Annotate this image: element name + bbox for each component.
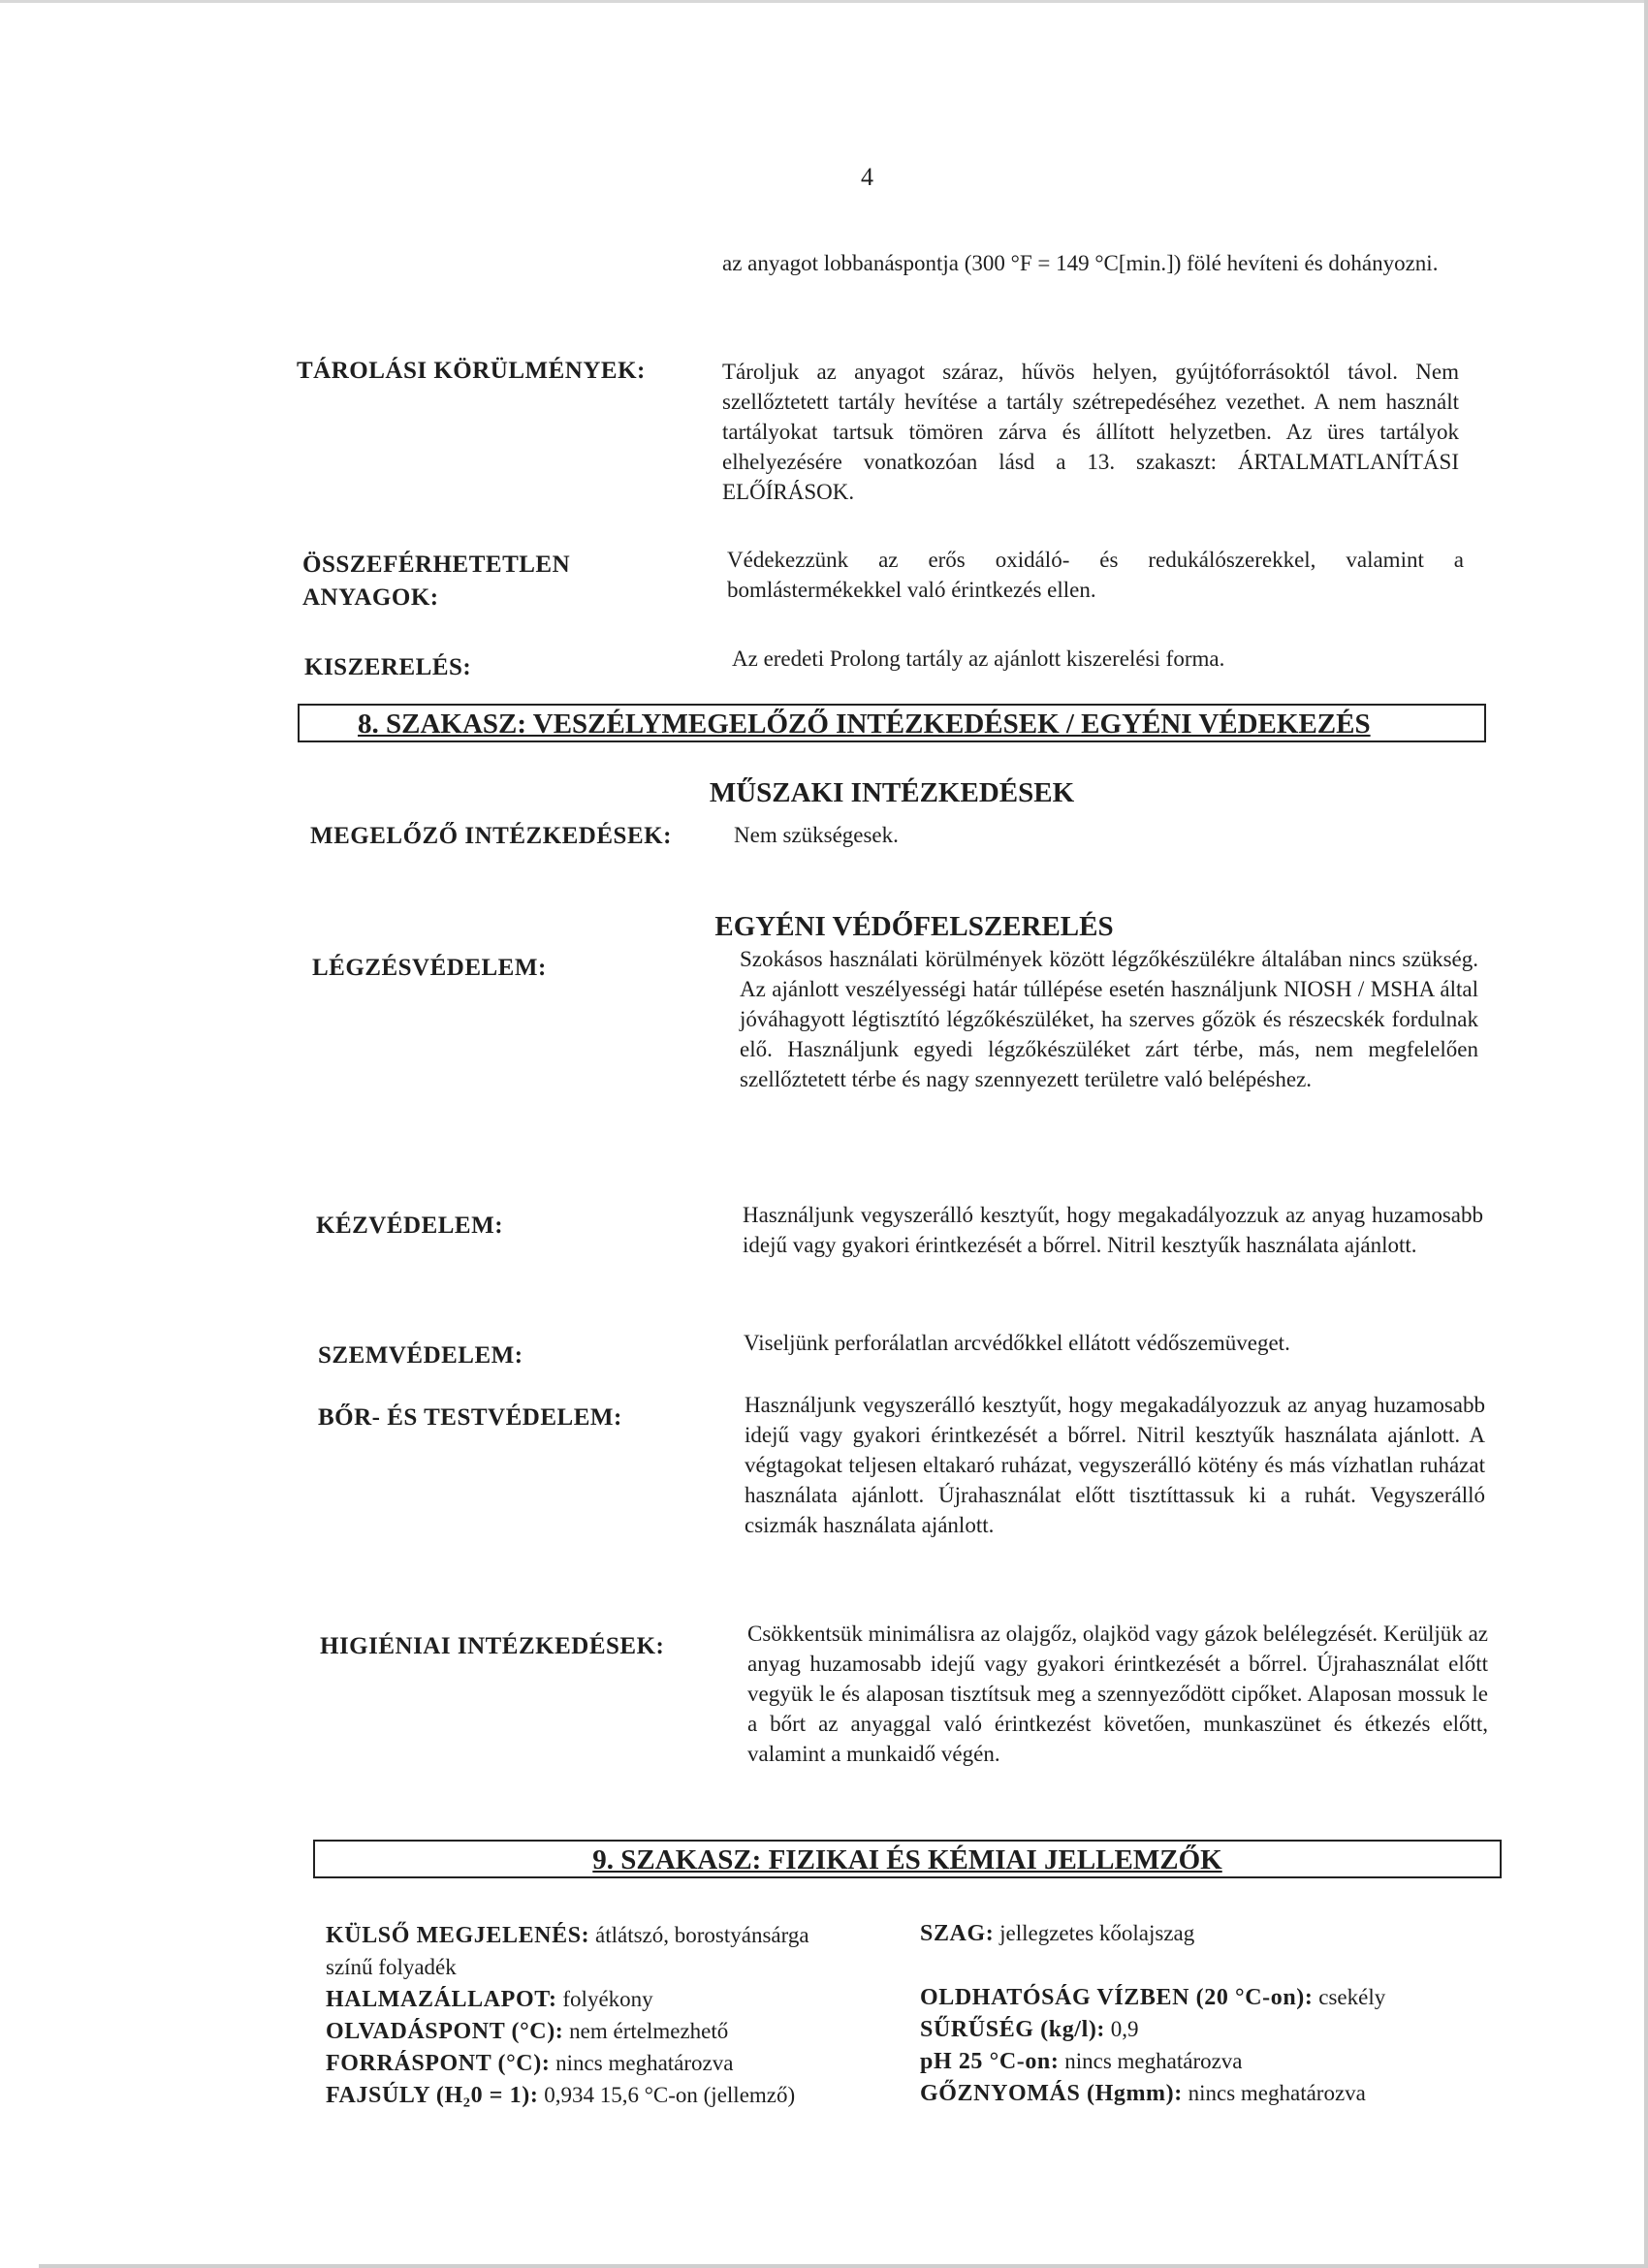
technical-measures-heading: MŰSZAKI INTÉZKEDÉSEK <box>709 777 1075 808</box>
property-melting-point: OLVADÁSPONT (°C): nem értelmezhető <box>326 2019 729 2044</box>
incompatible-label: ÖSSZEFÉRHETETLEN ANYAGOK: <box>302 551 571 611</box>
preventive-measures-text: Nem szükségesek. <box>734 823 899 847</box>
preventive-measures-label: MEGELŐZŐ INTÉZKEDÉSEK: <box>310 823 672 849</box>
storage-label: TÁROLÁSI KÖRÜLMÉNYEK: <box>297 358 646 384</box>
eye-protection-text: Viseljünk perforálatlan arcvédőkkel ellátott védőszemüveget. <box>744 1331 1290 1355</box>
scan-edge-right <box>1644 0 1648 2268</box>
scan-edge-top <box>0 0 1648 3</box>
respiratory-label: LÉGZÉSVÉDELEM: <box>312 955 547 981</box>
property-ph: pH 25 °C-on: nincs meghatározva <box>920 2049 1243 2074</box>
section-9-header <box>313 1840 1502 1878</box>
property-specific-gravity: FAJSÚLY (H₂0 = 1): 0,934 15,6 °C-on (jellemző) <box>326 2083 796 2108</box>
property-odor: SZAG: jellegzetes kőolajszag <box>920 1921 1195 1946</box>
section-9-title: 9. SZAKASZ: FIZIKAI ÉS KÉMIAI JELLEMZŐK <box>592 1844 1222 1875</box>
property-density: SŰRŰSÉG (kg/l): 0,9 <box>920 2017 1139 2042</box>
incompatible-text: Védekezzünk az erős oxidáló- és redukálószerekkel, valamint a bomlástermékekkel való érintkezés ellen. <box>727 548 1464 602</box>
packaging-text: Az eredeti Prolong tartály az ajánlott kiszerelési forma. <box>732 646 1225 671</box>
ppe-heading: EGYÉNI VÉDŐFELSZERELÉS <box>714 911 1114 942</box>
hygiene-label: HIGIÉNIAI INTÉZKEDÉSEK: <box>320 1633 665 1659</box>
property-state: HALMAZÁLLAPOT: folyékony <box>326 1987 653 2012</box>
property-vapor-pressure: GŐZNYOMÁS (Hgmm): nincs meghatározva <box>920 2081 1366 2106</box>
packaging-label: KISZERELÉS: <box>304 654 472 680</box>
property-water-solubility: OLDHATÓSÁG VÍZBEN (20 °C-on): csekély <box>920 1985 1386 2010</box>
skin-protection-label: BŐR- ÉS TESTVÉDELEM: <box>318 1404 622 1431</box>
hygiene-text: Csökkentsük minimálisra az olajgőz, olajköd vagy gázok belélegzését. Kerüljük az anyag huzamosabb idejű vagy gyakori érintkezését a bőrrel. Újrahasználat előtt vegyük le és alaposan tisztítsuk meg a szennyeződött cipőket. Alaposan mossuk le a bőrt az anyaggal való érintkezést követően, munkaszünet és étkezés előtt, valamint a munkaidő végén. <box>747 1622 1488 1766</box>
section-8-header <box>298 704 1486 742</box>
respiratory-text: Szokásos használati körülmények között légzőkészülékre általában nincs szükség. Az ajánlott veszélyességi határ túllépése esetén használjunk NIOSH / MSHA által jóváhagyott légtisztító légzőkészüléket, ha szerves gőzök és részecskék fordulnak elő. Használjunk egyedi légzőkészüléket zárt térbe, más, nem megfelelően szellőztetett térbe és nagy szennyezett területre való belépéshez. <box>740 947 1478 1091</box>
storage-text: Tároljuk az anyagot száraz, hűvös helyen, gyújtóforrásoktól távol. Nem szellőztetett tartály hevítése a tartály szétrepedéséhez vezethet. A nem használt tartályokat tartsuk tömören zárva és állított helyzetben. Az üres tartályok elhelyezésére vonatkozóan lásd a 13. szakaszt: ÁRTALMATLANÍTÁSI ELŐÍRÁSOK. <box>722 360 1459 504</box>
page-number: 4 <box>861 163 873 191</box>
hand-protection-label: KÉZVÉDELEM: <box>316 1213 504 1239</box>
intro-text: az anyagot lobbanáspontja (300 °F = 149 °C[min.]) fölé hevíteni és dohányozni. <box>722 251 1439 275</box>
property-appearance: KÜLSŐ MEGJELENÉS: átlátszó, borostyánsárga <box>326 1923 809 1948</box>
skin-protection-text: Használjunk vegyszerálló kesztyűt, hogy megakadályozzuk az anyag huzamosabb idejű vagy gyakori érintkezését a bőrrel. Nitril kesztyűk használata ajánlott. A végtagokat teljesen eltakaró ruházat, vegyszerálló kötény és más vízhatlan ruházat használata ajánlott. Újrahasználat előtt tisztíttassuk ki a ruhát. Vegyszerálló csizmák használata ajánlott. <box>745 1393 1485 1537</box>
hand-protection-text: Használjunk vegyszerálló kesztyűt, hogy megakadályozzuk az anyag huzamosabb idejű vagy gyakori érintkezését a bőrrel. Nitril kesztyűk használata ajánlott. <box>743 1203 1483 1257</box>
property-appearance-cont: színű folyadék <box>326 1955 457 1979</box>
section-8-title: 8. SZAKASZ: VESZÉLYMEGELŐZŐ INTÉZKEDÉSEK / EGYÉNI VÉDEKEZÉS <box>358 709 1371 740</box>
eye-protection-label: SZEMVÉDELEM: <box>318 1342 523 1369</box>
property-boiling-point: FORRÁSPONT (°C): nincs meghatározva <box>326 2051 734 2076</box>
scan-edge-bottom <box>39 2264 1648 2268</box>
